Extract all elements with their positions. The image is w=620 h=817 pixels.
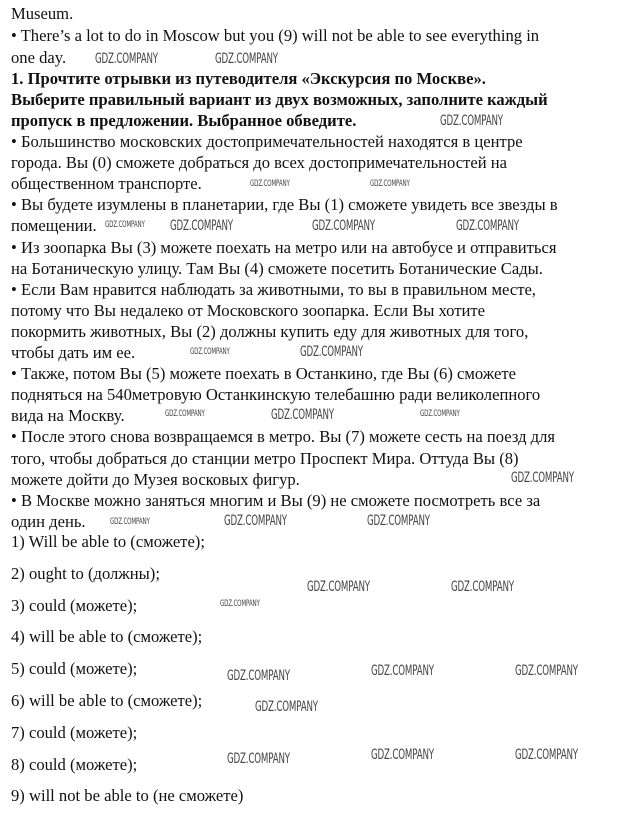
passage-line: чтобы дать им ее. bbox=[11, 343, 136, 362]
watermark: GDZ.COMPANY bbox=[220, 599, 260, 609]
watermark: GDZ.COMPANY bbox=[440, 113, 503, 129]
watermark: GDZ.COMPANY bbox=[165, 409, 205, 419]
watermark: GDZ.COMPANY bbox=[190, 347, 230, 357]
watermark: GDZ.COMPANY bbox=[371, 663, 434, 679]
watermark: GDZ.COMPANY bbox=[300, 344, 363, 360]
watermark: GDZ.COMPANY bbox=[170, 218, 233, 234]
task-heading: пропуск в предложении. Выбранное обведите. bbox=[11, 111, 357, 130]
passage-line: вида на Москву. bbox=[11, 406, 125, 426]
watermark: GDZ.COMPANY bbox=[227, 751, 290, 767]
watermark: GDZ.COMPANY bbox=[110, 517, 150, 527]
passage-line: • Вы будете изумлены в планетарии, где Вы (1) сможете увидеть все звезды в bbox=[11, 195, 558, 215]
watermark: GDZ.COMPANY bbox=[105, 220, 145, 230]
task-heading: Выберите правильный вариант из двух возможных, заполните каждый bbox=[11, 90, 548, 109]
task-heading: 1. Прочтите отрывки из путеводителя «Экскурсия по Москве». bbox=[11, 69, 486, 88]
watermark: GDZ.COMPANY bbox=[215, 51, 278, 67]
passage-line: • Большинство московских достопримечательностей находятся в центре bbox=[11, 132, 523, 151]
watermark: GDZ.COMPANY bbox=[227, 668, 290, 684]
text-line: one day. bbox=[11, 48, 67, 67]
watermark: GDZ.COMPANY bbox=[367, 513, 430, 529]
watermark: GDZ.COMPANY bbox=[451, 579, 514, 595]
watermark: GDZ.COMPANY bbox=[271, 407, 334, 423]
watermark: GDZ.COMPANY bbox=[370, 179, 410, 189]
watermark: GDZ.COMPANY bbox=[456, 218, 519, 234]
passage-line: • Также, потом Вы (5) можете поехать в Останкино, где Вы (6) сможете bbox=[11, 364, 516, 384]
answer-item: 6) will be able to (сможете); bbox=[11, 691, 203, 710]
passage-line: подняться на 540метровую Останкинскую телебашню ради великолепного bbox=[11, 385, 541, 405]
answer-item: 9) will not be able to (не сможете) bbox=[11, 786, 244, 806]
answer-item: 5) could (можете); bbox=[11, 659, 138, 679]
passage-line: один день. bbox=[11, 511, 86, 531]
watermark: GDZ.COMPANY bbox=[95, 51, 158, 67]
answer-item: 4) will be able to (сможете); bbox=[11, 627, 203, 647]
answer-item: 7) could (можете); bbox=[11, 722, 138, 742]
watermark: GDZ.COMPANY bbox=[307, 579, 370, 595]
passage-line: города. Вы (0) сможете добраться до всех достопримечательностей на bbox=[11, 153, 508, 173]
passage-line: общественном транспорте. bbox=[11, 174, 202, 194]
passage-line: можете дойти до Музея восковых фигур. bbox=[11, 469, 300, 489]
watermark: GDZ.COMPANY bbox=[515, 747, 578, 763]
passage-line: помещении. bbox=[11, 216, 97, 236]
passage-line: того, чтобы добраться до станции метро Проспект Мира. Оттуда Вы (8) bbox=[11, 448, 519, 468]
passage-line: на Ботаническую улицу. Там Вы (4) сможете посетить Ботанические Сады. bbox=[11, 258, 543, 278]
answer-item: 8) could (можете); bbox=[11, 754, 138, 774]
passage-line: покормить животных, Вы (2) должны купить еду для животных для того, bbox=[11, 321, 529, 341]
passage-line: • Если Вам нравится наблюдать за животными, то вы в правильном месте, bbox=[11, 279, 536, 299]
text-line: Museum. bbox=[11, 4, 74, 23]
text-line: • There’s a lot to do in Moscow but you (9) will not be able to see everything in bbox=[11, 26, 540, 45]
watermark: GDZ.COMPANY bbox=[250, 179, 290, 189]
watermark: GDZ.COMPANY bbox=[371, 747, 434, 763]
watermark: GDZ.COMPANY bbox=[515, 663, 578, 679]
answer-item: 1) Will be able to (сможете); bbox=[11, 532, 205, 551]
watermark: GDZ.COMPANY bbox=[511, 470, 574, 486]
watermark: GDZ.COMPANY bbox=[255, 699, 318, 715]
watermark: GDZ.COMPANY bbox=[312, 218, 375, 234]
answer-item: 2) ought to (должны); bbox=[11, 563, 160, 583]
watermark: GDZ.COMPANY bbox=[224, 513, 287, 529]
passage-line: • Из зоопарка Вы (3) можете поехать на метро или на автобусе и отправиться bbox=[11, 237, 557, 257]
passage-line: • В Москве можно заняться многим и Вы (9) не сможете посмотреть все за bbox=[11, 490, 541, 510]
passage-line: потому что Вы недалеко от Московского зоопарка. Если Вы хотите bbox=[11, 300, 485, 320]
passage-line: • После этого снова возвращаемся в метро. Вы (7) можете сесть на поезд для bbox=[11, 427, 556, 447]
answer-item: 3) could (можете); bbox=[11, 595, 138, 615]
watermark: GDZ.COMPANY bbox=[420, 409, 460, 419]
